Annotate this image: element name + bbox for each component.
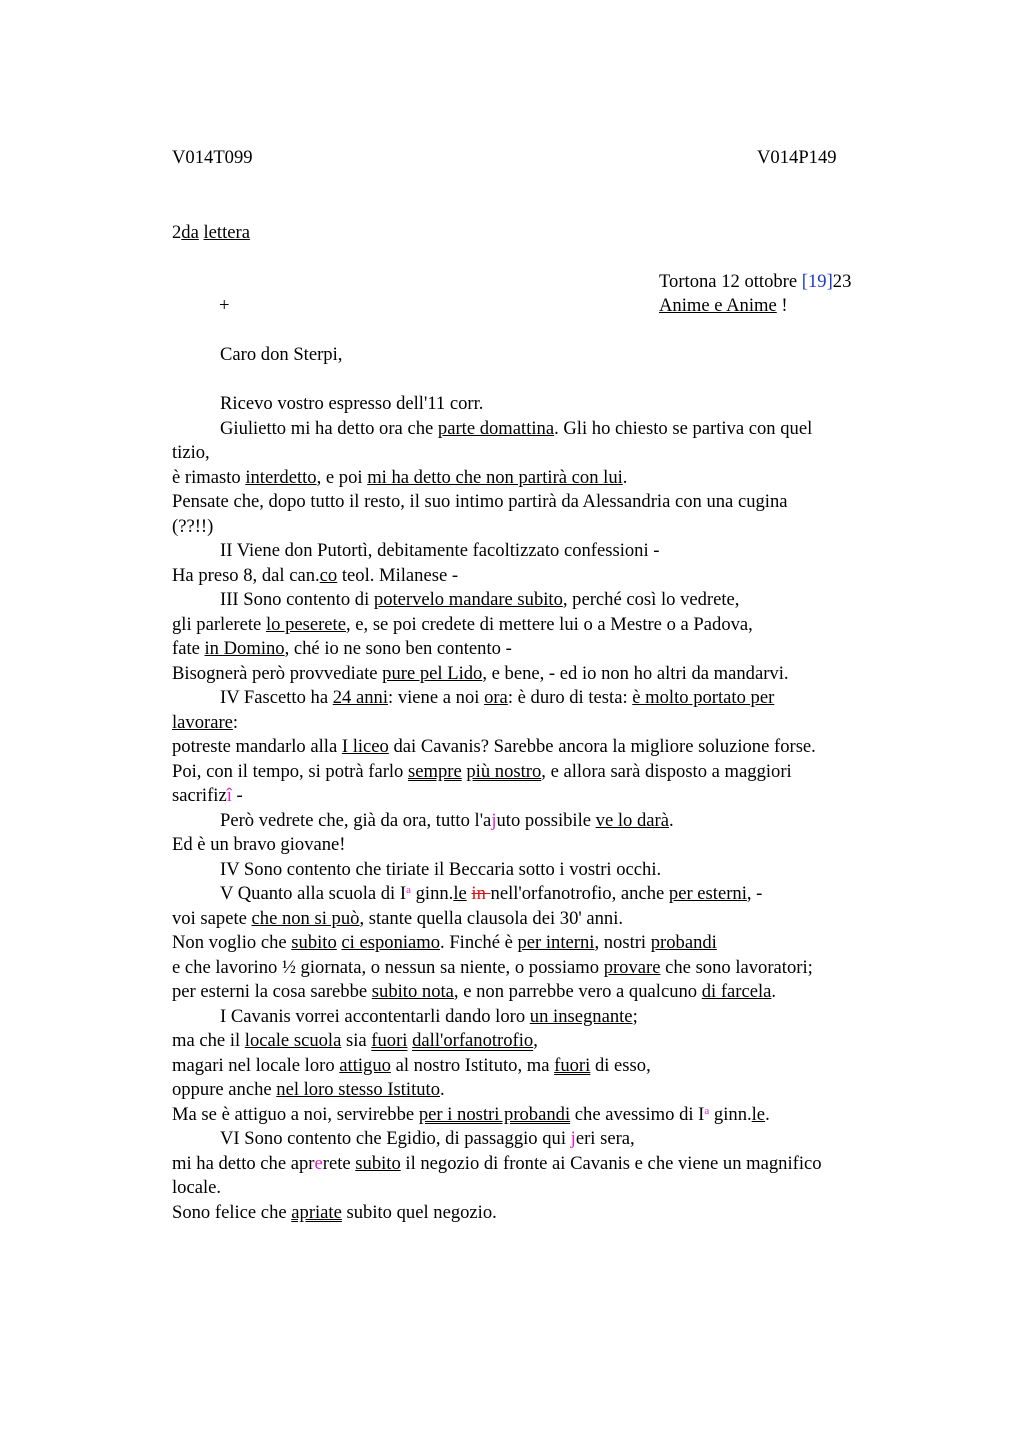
- text-segment: Giulietto mi ha detto ora che: [220, 417, 438, 439]
- text-segment: V Quanto alla scuola di I: [220, 883, 407, 904]
- letter-body: [172, 392, 912, 1225]
- body-line: [172, 760, 912, 785]
- text-segment: .: [622, 466, 628, 488]
- text-segment: di esso,: [590, 1054, 651, 1076]
- underlined-text: per i nostri probandi: [418, 1103, 571, 1125]
- text-segment: (??!!): [172, 515, 214, 537]
- text-segment: che sono lavoratori;: [660, 956, 813, 978]
- underlined-text: mi ha detto che non partirà con lui: [367, 466, 623, 488]
- text-segment: teol. Milanese -: [337, 564, 459, 586]
- body-line: [172, 931, 912, 956]
- underlined-text: le: [453, 883, 467, 904]
- underlined-text: è molto portato per: [632, 687, 775, 708]
- body-line: [172, 833, 912, 858]
- body-line: [172, 1127, 912, 1152]
- text-segment: Non voglio che: [172, 932, 292, 953]
- body-line: [172, 613, 912, 638]
- text-segment: Pensate che, dopo tutto il resto, il suo intimo partirà da Alessandria con una cugina: [172, 491, 788, 512]
- struck-text: in: [471, 883, 491, 904]
- body-line: [172, 588, 912, 613]
- text-segment: IV Fascetto ha: [220, 687, 333, 708]
- editor-correction: j: [570, 1128, 576, 1149]
- body-line: [172, 1152, 912, 1177]
- underlined-text: attiguo: [339, 1054, 391, 1076]
- body-line: [172, 735, 912, 760]
- body-line: [172, 1103, 912, 1128]
- text-segment: , e poi: [316, 466, 368, 488]
- text-segment: :: [232, 711, 239, 733]
- underlined-text: probandi: [650, 932, 717, 953]
- body-line: [172, 1176, 912, 1201]
- text-segment: potreste mandarlo alla: [172, 736, 342, 757]
- text-segment: ginn.: [709, 1103, 752, 1125]
- body-line: [172, 711, 912, 736]
- underlined-text: apriate: [291, 1201, 342, 1223]
- text-segment: che avessimo di I: [570, 1103, 705, 1125]
- text-segment: sacrifiz: [172, 785, 227, 806]
- text-segment: Ma se è attiguo a noi, servirebbe: [172, 1103, 419, 1125]
- cross-mark: +: [219, 295, 230, 316]
- underlined-text: lo peserete: [265, 613, 346, 635]
- underlined-text: un insegnante: [529, 1005, 633, 1027]
- text-segment: , -: [746, 883, 763, 904]
- underlined-text: nel loro stesso Istituto: [276, 1079, 441, 1100]
- body-line: [172, 1029, 912, 1054]
- text-segment: I Cavanis vorrei accontentarli dando loro: [220, 1005, 530, 1027]
- underlined-text: 24 anni: [332, 687, 389, 708]
- body-line: [172, 441, 912, 466]
- text-segment: Bisognerà però provvediate: [172, 662, 383, 684]
- text-segment: Sono felice che: [172, 1201, 292, 1223]
- text-segment: , stante quella clausola dei 30' anni.: [359, 907, 624, 929]
- underlined-text: parte domattina: [437, 417, 555, 439]
- text-segment: : viene a noi: [388, 687, 485, 708]
- text-segment: II Viene don Putortì, debitamente facoltizzato confessioni -: [220, 540, 660, 561]
- text-segment: sia: [341, 1030, 372, 1051]
- text-segment: . Gli ho chiesto se partiva con quel: [554, 417, 813, 439]
- text-segment: locale.: [172, 1177, 222, 1198]
- text-segment: gli parlerete: [172, 613, 266, 635]
- underlined-text: sempre: [408, 760, 462, 782]
- text-segment: magari nel locale loro: [172, 1054, 340, 1076]
- text-segment: , perché così lo vedrete,: [562, 589, 740, 610]
- underlined-text: pure pel Lido: [382, 662, 483, 684]
- text-segment: Però vedrete che, già da ora, tutto l'a: [220, 809, 492, 831]
- text-segment: , e allora sarà disposto a maggiori: [541, 760, 792, 782]
- text-segment: Ricevo vostro espresso dell'11 corr.: [220, 393, 484, 414]
- editor-correction: î: [226, 785, 232, 806]
- underlined-text: lavorare: [172, 711, 233, 733]
- body-line: [172, 858, 912, 883]
- body-line: [172, 1005, 912, 1030]
- body-line: [172, 539, 912, 564]
- body-line: [172, 637, 912, 662]
- text-segment: oppure anche: [172, 1079, 277, 1100]
- body-line: [172, 564, 912, 589]
- text-segment: IV Sono contento che tiriate il Beccaria sotto i vostri occhi.: [220, 858, 662, 880]
- letter-title-word: lettera: [203, 222, 250, 243]
- body-line: [172, 907, 912, 932]
- underlined-text: che non si può: [251, 907, 360, 929]
- body-line: [172, 882, 912, 907]
- body-line: [172, 784, 912, 809]
- body-line: [172, 1054, 912, 1079]
- body-line: [172, 956, 912, 981]
- letter-title-prefix: 2: [172, 222, 182, 243]
- underlined-text: locale scuola: [244, 1030, 342, 1051]
- underlined-text: fuori: [371, 1030, 408, 1051]
- body-line: [172, 980, 912, 1005]
- text-segment: Ha preso 8, dal can.: [172, 564, 320, 586]
- editor-correction: e: [314, 1152, 323, 1174]
- body-line: [172, 686, 912, 711]
- underlined-text: dall'orfanotrofio: [412, 1030, 534, 1051]
- letter-title: [172, 221, 250, 246]
- body-line: [172, 515, 912, 540]
- underlined-text: di farcela: [701, 981, 772, 1002]
- underlined-text: subito nota: [371, 981, 454, 1002]
- text-segment: fate: [172, 638, 205, 659]
- superscript-a: a: [704, 1104, 710, 1117]
- text-segment: Poi, con il tempo, si potrà farlo: [172, 760, 408, 782]
- text-segment: VI Sono contento che Egidio, di passaggio qui: [220, 1128, 571, 1149]
- text-segment: III Sono contento di: [220, 589, 374, 610]
- text-segment: , nostri: [594, 932, 651, 953]
- editor-correction: j: [491, 809, 497, 831]
- text-segment: ;: [632, 1005, 638, 1027]
- underlined-text: ci esponiamo: [341, 932, 441, 953]
- underlined-text: per esterni: [668, 883, 747, 904]
- date-year-bracket: [19]: [801, 271, 833, 292]
- underlined-text: interdetto: [245, 466, 317, 488]
- text-segment: il negozio di fronte ai Cavanis e che viene un magnifico: [400, 1152, 822, 1174]
- text-segment: uto possibile: [496, 809, 596, 831]
- text-segment: mi ha detto che apr: [172, 1152, 315, 1174]
- underlined-text: fuori: [554, 1054, 591, 1076]
- salutation: Caro don Sterpi,: [220, 344, 343, 365]
- text-segment: ginn.: [410, 883, 454, 904]
- body-line: [172, 1078, 912, 1103]
- underlined-text: ora: [484, 687, 508, 708]
- body-line: [172, 417, 912, 442]
- text-segment: subito quel negozio.: [341, 1201, 497, 1223]
- text-segment: al nostro Istituto, ma: [390, 1054, 555, 1076]
- text-segment: rete: [322, 1152, 356, 1174]
- text-segment: .: [668, 809, 674, 831]
- text-segment: .: [765, 1103, 770, 1125]
- superscript-a: a: [406, 884, 411, 896]
- text-segment: dai Cavanis? Sarebbe ancora la migliore soluzione forse.: [388, 736, 816, 757]
- body-line: [172, 490, 912, 515]
- underlined-text: subito: [355, 1152, 401, 1174]
- date-year-tail: 23: [832, 271, 852, 292]
- underlined-text: provare: [603, 956, 661, 978]
- underlined-text: subito: [291, 932, 337, 953]
- underlined-text: le: [751, 1103, 766, 1125]
- text-segment: , ché io ne sono ben contento -: [284, 638, 512, 659]
- text-segment: , e non parrebbe vero a qualcuno: [453, 981, 702, 1002]
- text-segment: eri sera,: [575, 1128, 635, 1149]
- text-segment: è rimasto: [172, 466, 246, 488]
- text-segment: .: [771, 981, 777, 1002]
- text-segment: voi sapete: [172, 907, 252, 929]
- underlined-text: più nostro: [466, 760, 542, 782]
- text-segment: tizio,: [172, 442, 210, 463]
- body-line: [172, 809, 912, 834]
- date-city: Tortona 12 ottobre: [659, 271, 802, 292]
- text-segment: .: [440, 1079, 445, 1100]
- underlined-text: ve lo darà: [595, 809, 669, 831]
- underlined-text: co: [319, 564, 338, 586]
- underlined-text: in Domino: [204, 638, 285, 659]
- date-line: [659, 270, 851, 295]
- text-segment: nell'orfanotrofio, anche: [490, 883, 669, 904]
- motto-line: [659, 294, 788, 319]
- header-right-code: V014P149: [757, 147, 837, 168]
- header-left-code: V014T099: [172, 147, 253, 168]
- text-segment: , e bene, - ed io non ho altri da mandarvi.: [482, 662, 789, 684]
- letter-title-da: da: [181, 222, 199, 243]
- underlined-text: I liceo: [341, 736, 389, 757]
- body-line: [172, 662, 912, 687]
- body-line: [172, 392, 912, 417]
- body-line: [172, 1201, 912, 1226]
- body-line: [172, 466, 912, 491]
- text-segment: ma che il: [172, 1030, 245, 1051]
- motto: Anime e Anime: [659, 295, 777, 316]
- underlined-text: potervelo mandare subito: [373, 589, 563, 610]
- text-segment: e che lavorino ½ giornata, o nessun sa niente, o possiamo: [172, 956, 604, 978]
- text-segment: , e, se poi credete di mettere lui o a Mestre o a Padova,: [345, 613, 753, 635]
- text-segment: : è duro di testa:: [507, 687, 633, 708]
- text-segment: . Finché è: [440, 932, 518, 953]
- underlined-text: per interni: [517, 932, 595, 953]
- motto-tail: !: [776, 295, 788, 316]
- text-segment: ,: [533, 1030, 538, 1051]
- text-segment: -: [231, 785, 243, 806]
- text-segment: Ed è un bravo giovane!: [172, 834, 346, 855]
- text-segment: per esterni la cosa sarebbe: [172, 981, 372, 1002]
